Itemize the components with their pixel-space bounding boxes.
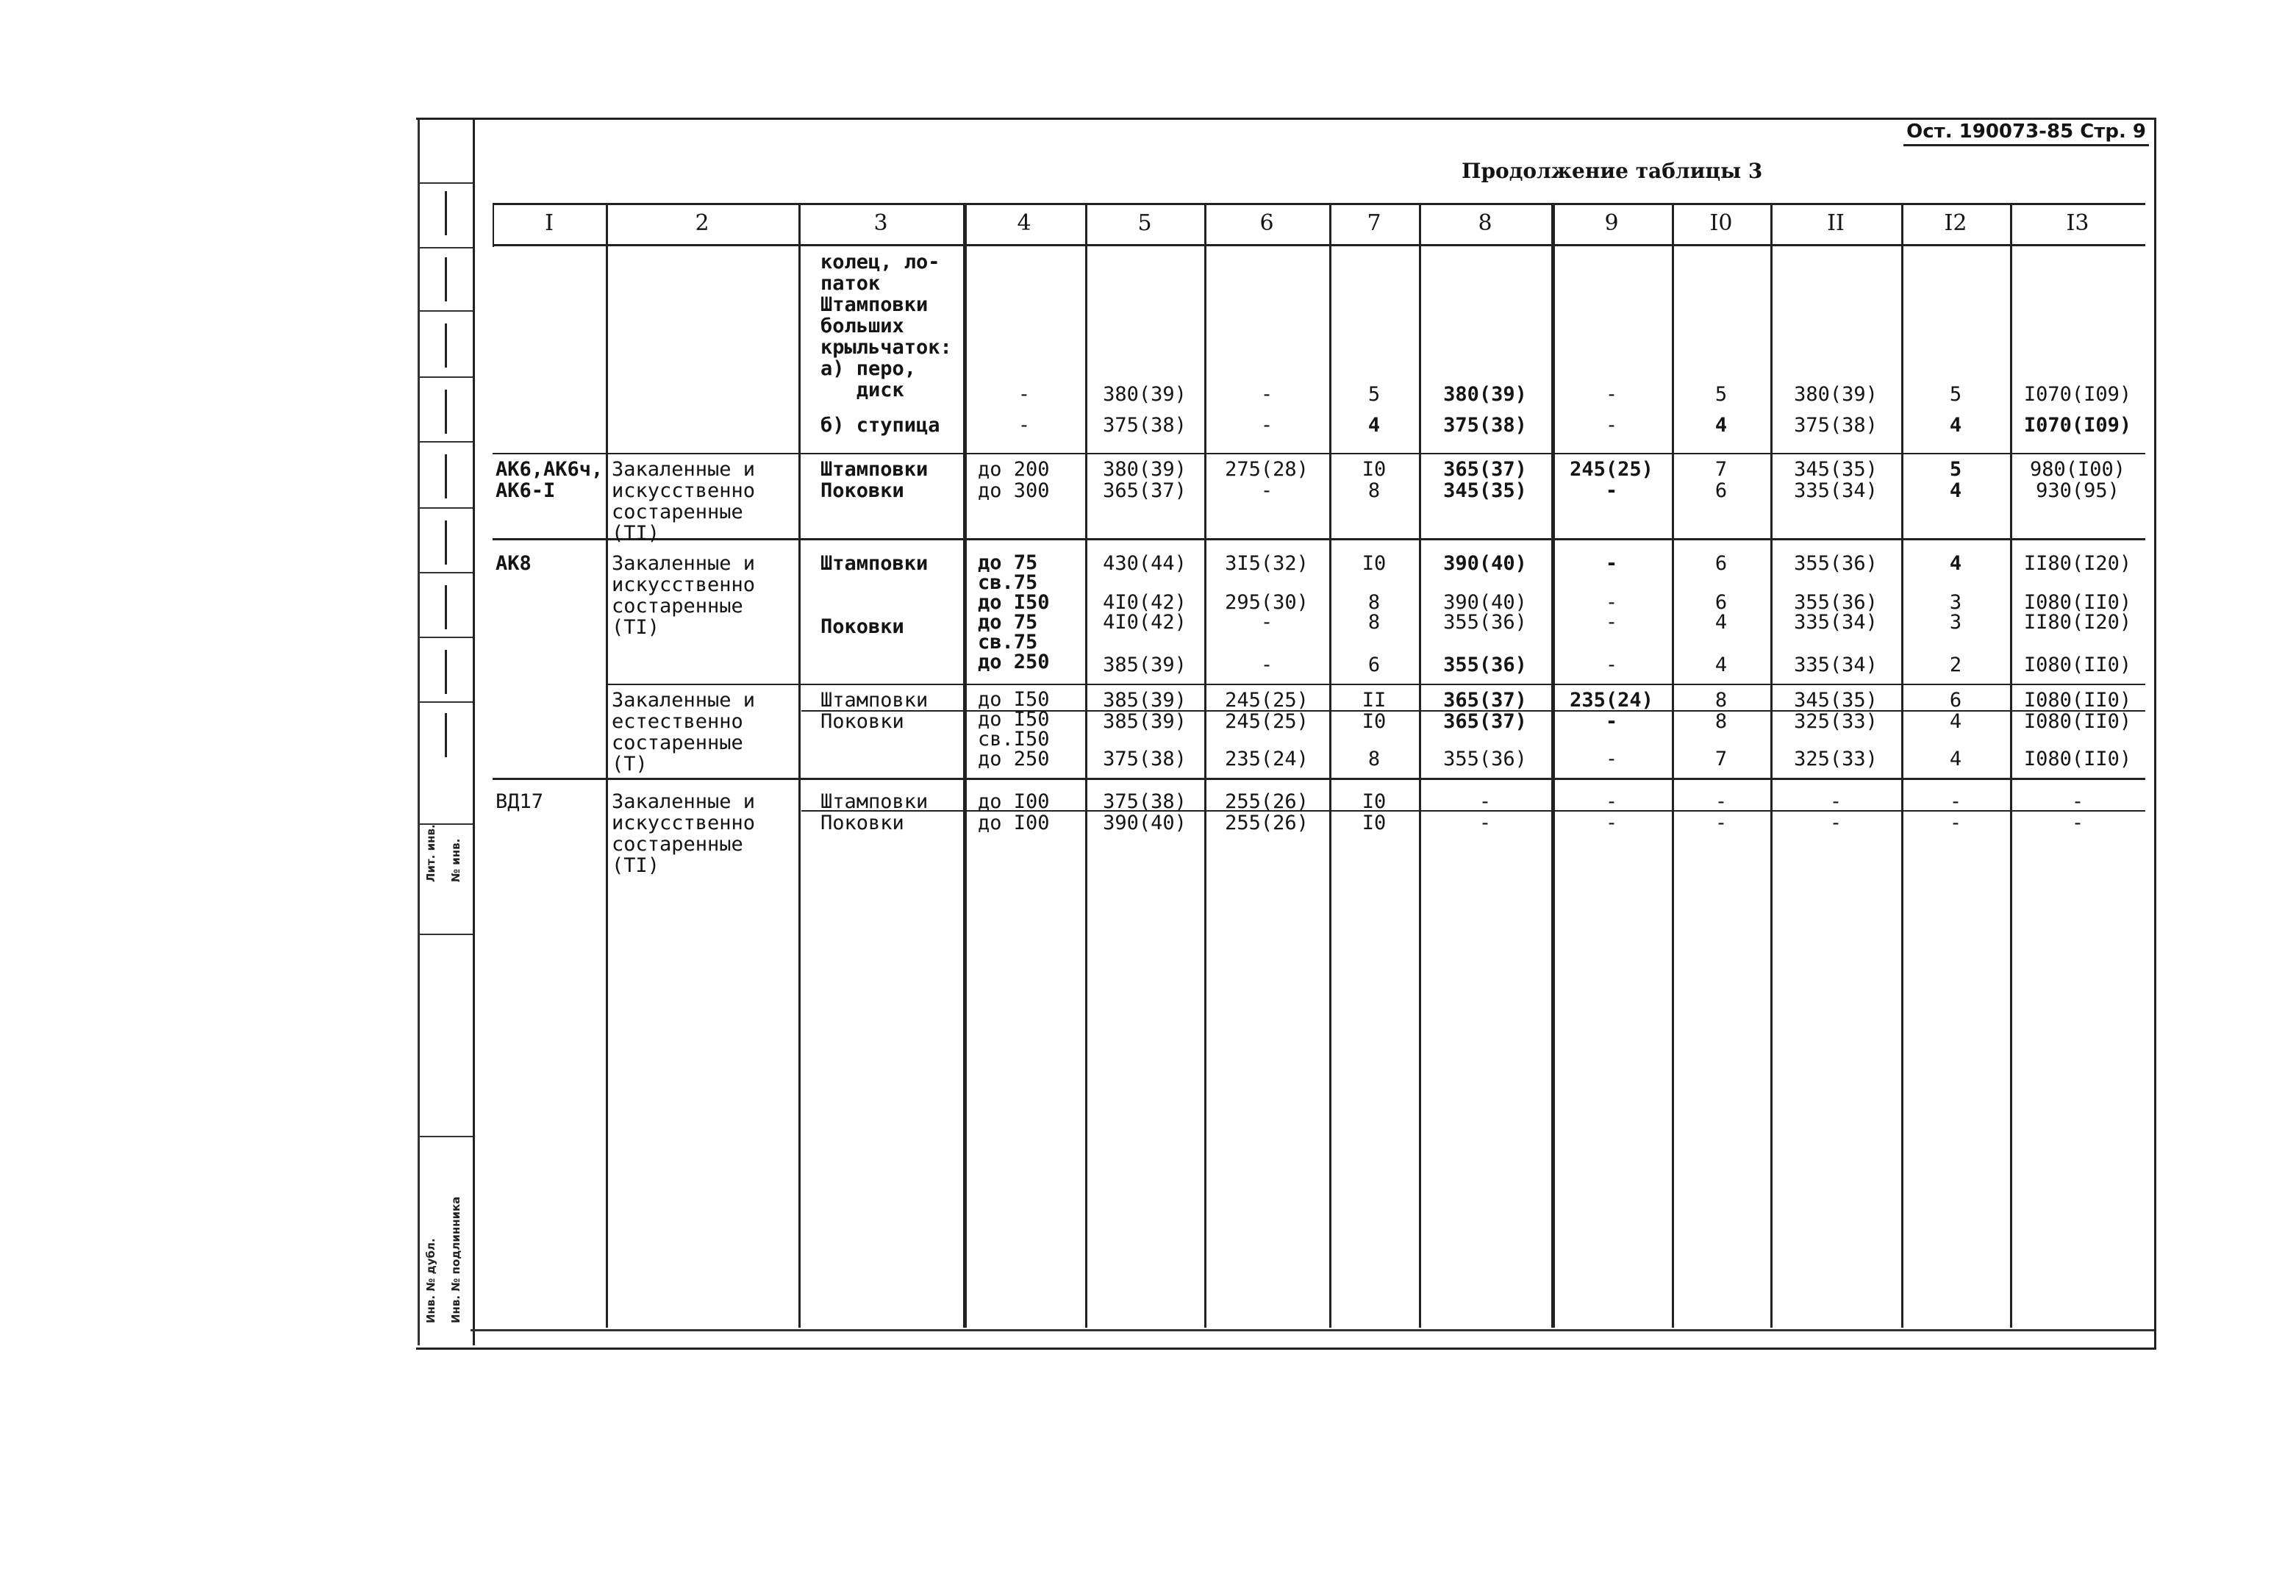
table-cell: 375(38): [1103, 414, 1187, 437]
heat-treatment: Закаленные и искусственно состаренные (ТI): [612, 552, 756, 639]
table-cell: 365(37) 365(37): [1443, 689, 1527, 733]
col-header-1: I: [545, 210, 554, 236]
table-cell: 235(24): [1225, 748, 1309, 770]
table-cell: 6 4: [1714, 591, 1728, 634]
table-cell: б) ступица: [820, 414, 940, 437]
col-header-8: 8: [1478, 210, 1492, 236]
table-cell: I080(II0) I080(II0): [2023, 689, 2132, 733]
table-cell: 355(36): [1794, 552, 1878, 575]
row-rule: [606, 684, 2145, 685]
semi-product: Штамповки Поковки: [820, 790, 929, 834]
table-cell: 4I0(42) 4I0(42): [1103, 591, 1187, 634]
table-cell: -: [1260, 654, 1273, 676]
col-header-9: 9: [1604, 210, 1619, 236]
table-cell: 235(24) -: [1570, 689, 1653, 733]
table-cell: 8: [1367, 748, 1381, 770]
table-cell: 245(25) -: [1570, 458, 1653, 502]
col-rule: [963, 203, 967, 1328]
table-cell: 295(30) -: [1225, 591, 1309, 634]
table-cell: - -: [1478, 790, 1492, 834]
table-cell: 355(36): [1443, 654, 1527, 676]
strip-label-podl: Инв. № подлинника: [449, 1196, 462, 1323]
table-cell: 5: [1949, 383, 1962, 406]
col-rule: [606, 203, 608, 1328]
table-cell: -: [1260, 383, 1273, 406]
table-cell: 5: [1367, 383, 1381, 406]
row-rule: [493, 778, 2145, 780]
table-cell: I070(I09): [2023, 383, 2132, 406]
table-cell: -: [1605, 383, 1618, 406]
table-cell: 375(38) 390(40): [1103, 790, 1187, 834]
col-header-2: 2: [695, 210, 709, 236]
table-cell: 7: [1714, 748, 1728, 770]
table-cell: 4: [1949, 414, 1962, 437]
table-cell: 380(39) 365(37): [1103, 458, 1187, 502]
table-cell: 345(35) 325(33): [1794, 689, 1878, 733]
table-cell: 980(I00) 930(95): [2029, 458, 2126, 502]
properties-table: [493, 203, 2145, 1328]
semi-product: Штамповки: [820, 552, 929, 575]
table-cell: - -: [2071, 790, 2084, 834]
table-cell: -: [1605, 414, 1618, 437]
table-cell: 8 8: [1367, 591, 1381, 634]
table-cell: - -: [1949, 790, 1962, 834]
table-cell: I070(I09): [2023, 414, 2132, 437]
document-reference: Ост. 190073-85 Стр. 9: [1903, 121, 2149, 146]
forging-description: колец, ло- паток Штамповки больших крыльчаток: а) перо, диск: [820, 251, 952, 401]
col-header-7: 7: [1367, 210, 1381, 236]
col-header-6: 6: [1259, 210, 1274, 236]
header-rule: [493, 244, 2145, 246]
col-header-12: I2: [1944, 210, 1967, 236]
semi-product: Штамповки Поковки: [820, 689, 929, 733]
table-cell: I080(II0) II80(I20): [2023, 591, 2132, 634]
table-top-rule: [493, 203, 2145, 205]
thickness: до I50 до I50 св.I50 до 250: [978, 688, 1050, 770]
table-cell: 375(38): [1794, 414, 1878, 437]
col-header-11: II: [1827, 210, 1845, 236]
table-cell: 385(39): [1103, 654, 1187, 676]
table-cell: 275(28) -: [1225, 458, 1309, 502]
table-cell: -: [1605, 654, 1618, 676]
table-cell: 4: [1949, 748, 1962, 770]
table-caption: [1462, 159, 1762, 183]
table-cell: 8 8: [1714, 689, 1728, 733]
table-cell: 3I5(32): [1225, 552, 1309, 575]
table-cell: 7 6: [1714, 458, 1728, 502]
table-cell: 255(26) 255(26): [1225, 790, 1309, 834]
heat-treatment: Закаленные и искусственно состаренные (ТI): [612, 458, 756, 545]
heat-treatment: Закаленные и искусственно состаренные (ТI): [612, 790, 756, 877]
table-cell: 380(39): [1103, 383, 1187, 406]
table-cell: - -: [1829, 790, 1842, 834]
page-bottom-rule: [471, 1329, 2154, 1331]
table-cell: 4: [1367, 414, 1381, 437]
table-cell: 390(40) 355(36): [1443, 591, 1527, 634]
table-cell: 335(34): [1794, 654, 1878, 676]
alloy-grade: АК8: [496, 552, 532, 575]
table-cell: 385(39) 385(39): [1103, 689, 1187, 733]
table-cell: 3 3: [1949, 591, 1962, 634]
table-cell: - -: [1605, 591, 1618, 634]
table-cell: I0 8: [1362, 458, 1387, 502]
table-cell: 355(36): [1443, 748, 1527, 770]
table-cell: II80(I20): [2023, 552, 2132, 575]
table-cell: I080(II0): [2023, 654, 2132, 676]
table-cell: I080(II0): [2023, 748, 2132, 770]
col-rule: [798, 203, 801, 1328]
table-cell: 6: [1367, 654, 1381, 676]
table-cell: 380(39): [1794, 383, 1878, 406]
heat-treatment: Закаленные и естественно состаренные (Т): [612, 689, 756, 776]
row-rule: [493, 453, 2145, 454]
caption-rest: таблицы 3: [1628, 159, 1763, 183]
col-header-10: I0: [1709, 210, 1733, 236]
table-cell: 4: [1714, 414, 1728, 437]
table-cell: 345(35) 335(34): [1794, 458, 1878, 502]
table-cell: I0: [1362, 552, 1387, 575]
thickness: до 200 до 300: [978, 458, 1050, 502]
table-cell: I0 I0: [1362, 790, 1387, 834]
table-cell: 390(40): [1443, 552, 1527, 575]
table-cell: 5 4: [1949, 458, 1962, 502]
col-header-4: 4: [1017, 210, 1031, 236]
table-cell: - -: [1605, 790, 1618, 834]
table-cell: 4: [1714, 654, 1728, 676]
table-cell: 380(39): [1443, 383, 1527, 406]
table-cell: 245(25) 245(25): [1225, 689, 1309, 733]
table-cell: 5: [1714, 383, 1728, 406]
col-header-5: 5: [1137, 210, 1152, 236]
table-cell: 375(38): [1443, 414, 1527, 437]
semi-product: Поковки: [820, 615, 904, 638]
caption-prefix: Продолжение: [1462, 159, 1628, 183]
table-cell: 4: [1949, 552, 1962, 575]
semi-product: Штамповки Поковки: [820, 458, 929, 502]
table-cell: 2: [1949, 654, 1962, 676]
strip-label-lit: Лит. инв.: [424, 824, 437, 882]
col-header-13: I3: [2066, 210, 2089, 236]
table-cell: -: [1260, 414, 1273, 437]
thickness: до I00 до I00: [978, 790, 1050, 834]
table-cell: II I0: [1362, 689, 1387, 733]
table-cell: 365(37) 345(35): [1443, 458, 1527, 502]
table-cell: 6 4: [1949, 689, 1962, 733]
table-cell: -: [1018, 414, 1031, 437]
table-cell: -: [1605, 748, 1618, 770]
thickness: до 75 св.75 до I50 до 75 св.75 до 250: [978, 551, 1050, 673]
table-cell: -: [1018, 383, 1031, 406]
table-cell: 430(44): [1103, 552, 1187, 575]
col-header-3: 3: [873, 210, 888, 236]
table-cell: 355(36) 335(34): [1794, 591, 1878, 634]
table-cell: -: [1605, 552, 1618, 575]
alloy-grade: ВД17: [496, 790, 544, 813]
table-cell: 325(33): [1794, 748, 1878, 770]
table-cell: 6: [1714, 552, 1728, 575]
alloy-grade: АК6,АК6ч, АК6-I: [496, 458, 604, 502]
table-cell: 375(38): [1103, 748, 1187, 770]
table-cell: - -: [1714, 790, 1728, 834]
strip-label-dubl: Инв. № дубл.: [424, 1238, 437, 1323]
strip-label-inv: № инв.: [449, 838, 462, 882]
